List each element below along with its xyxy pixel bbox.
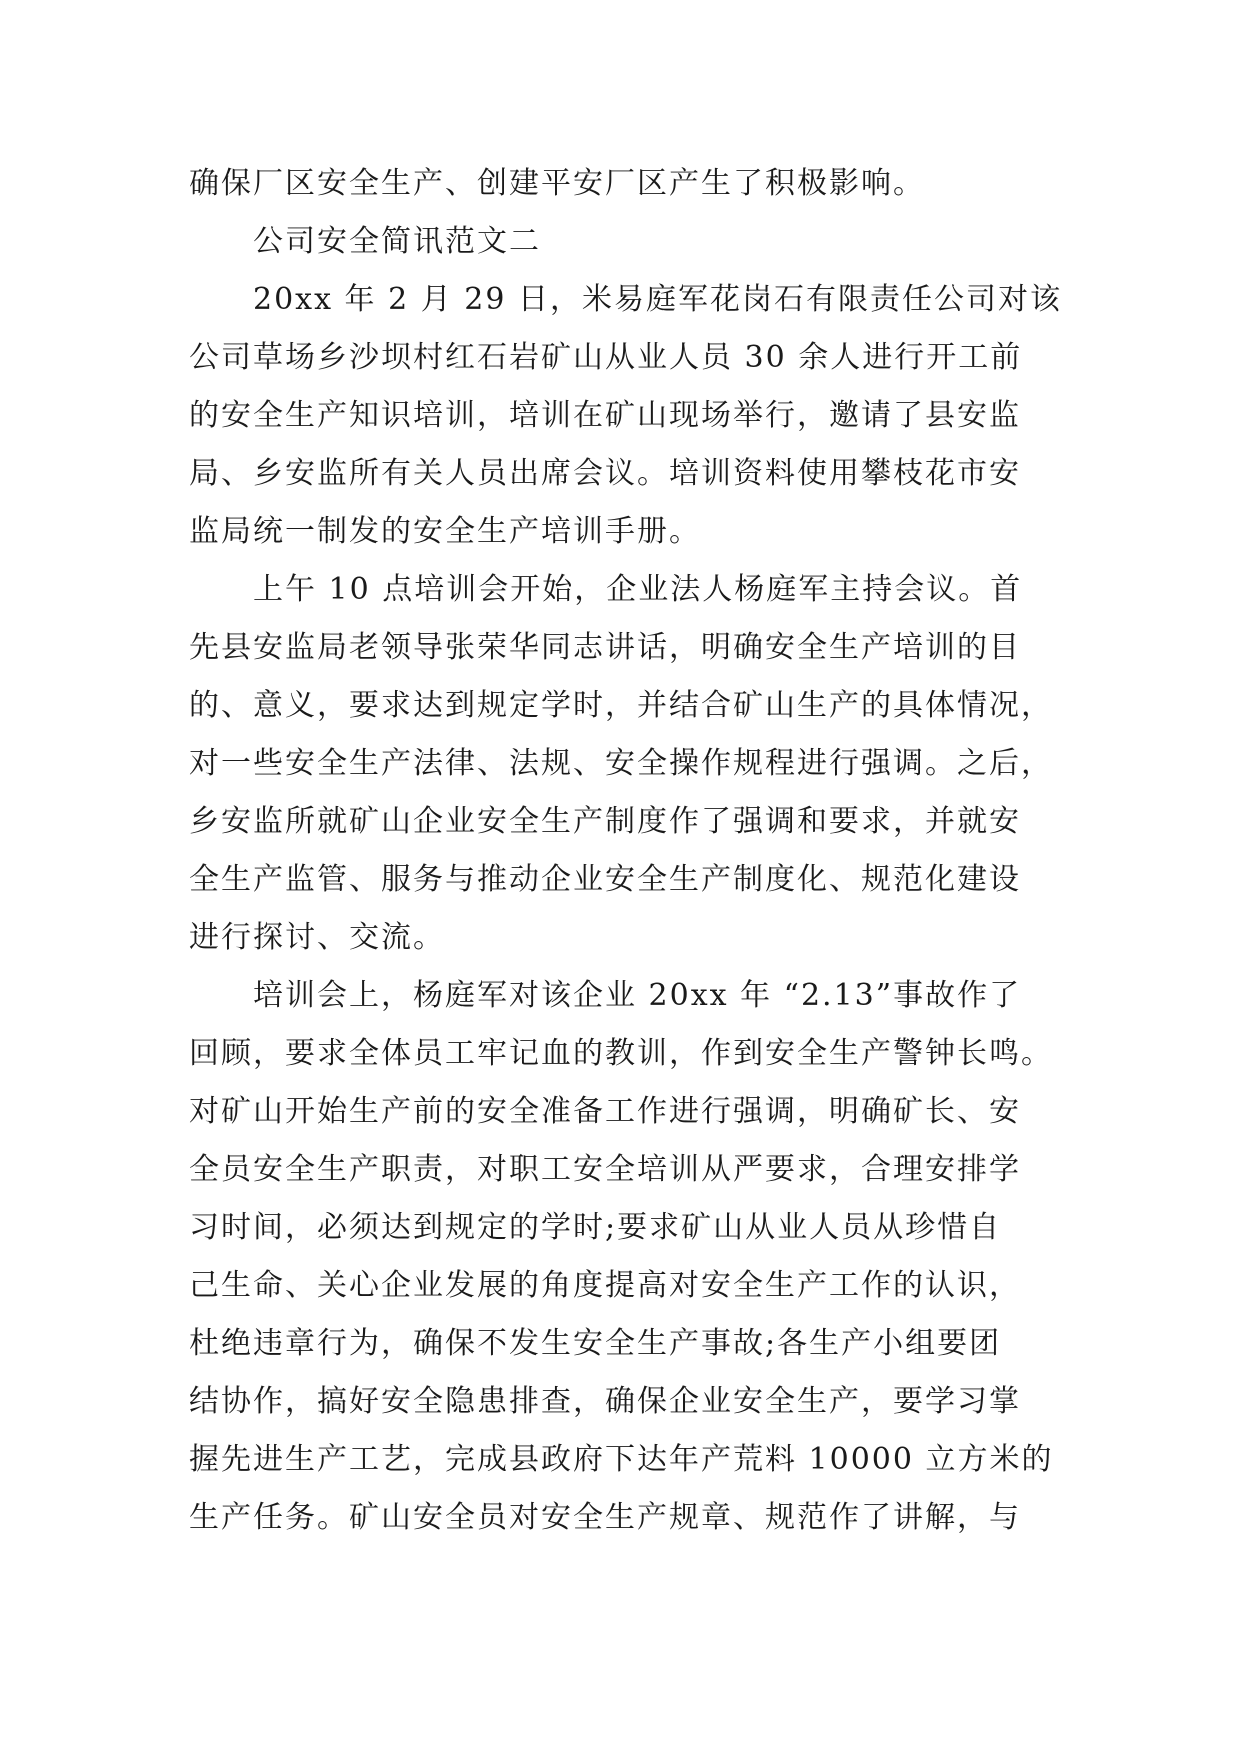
text-line: 先县安监局老领导张荣华同志讲话，明确安全生产培训的目 [189,630,1021,665]
text-line: 公司草场乡沙坝村红石岩矿山从业人员 30 余人进行开工前 [189,340,1023,375]
text-line: 己生命、关心企业发展的角度提高对安全生产工作的认识， [189,1268,1021,1303]
text-line: 进行探讨、交流。 [189,920,445,955]
text-line: 20xx 年 2 月 29 日，米易庭军花岗石有限责任公司对该 [253,282,1062,317]
document-body [189,155,1062,1547]
text-line: 乡安监所就矿山企业安全生产制度作了强调和要求，并就安 [189,804,1021,839]
text-line: 全员安全生产职责，对职工安全培训从严要求，合理安排学 [189,1152,1021,1187]
section-title: 公司安全简讯范文二 [253,224,541,259]
text-line: 的安全生产知识培训，培训在矿山现场举行，邀请了县安监 [189,398,1021,433]
text-line: 的、意义，要求达到规定学时，并结合矿山生产的具体情况， [189,688,1053,723]
text-line: 习时间，必须达到规定的学时;要求矿山从业人员从珍惜自 [189,1210,1002,1245]
text-line: 杜绝违章行为，确保不发生安全生产事故;各生产小组要团 [189,1326,1002,1361]
text-line: 生产任务。矿山安全员对安全生产规章、规范作了讲解，与 [189,1500,1021,1535]
text-line: 局、乡安监所有关人员出席会议。培训资料使用攀枝花市安 [189,456,1021,491]
text-line: 握先进生产工艺，完成县政府下达年产荒料 10000 立方米的 [189,1442,1054,1477]
text-line: 培训会上，杨庭军对该企业 20xx 年 “2.13”事故作了 [253,978,1022,1013]
text-line: 确保厂区安全生产、创建平安厂区产生了积极影响。 [189,166,925,201]
text-line: 监局统一制发的安全生产培训手册。 [189,514,701,549]
text-line: 全生产监管、服务与推动企业安全生产制度化、规范化建设 [189,862,1021,897]
text-line: 回顾，要求全体员工牢记血的教训，作到安全生产警钟长鸣。 [189,1036,1053,1071]
text-line: 对一些安全生产法律、法规、安全操作规程进行强调。之后， [189,746,1053,781]
text-line: 结协作，搞好安全隐患排查，确保企业安全生产，要学习掌 [189,1384,1021,1419]
text-line: 上午 10 点培训会开始，企业法人杨庭军主持会议。首 [253,572,1023,607]
text-line: 对矿山开始生产前的安全准备工作进行强调，明确矿长、安 [189,1094,1021,1129]
